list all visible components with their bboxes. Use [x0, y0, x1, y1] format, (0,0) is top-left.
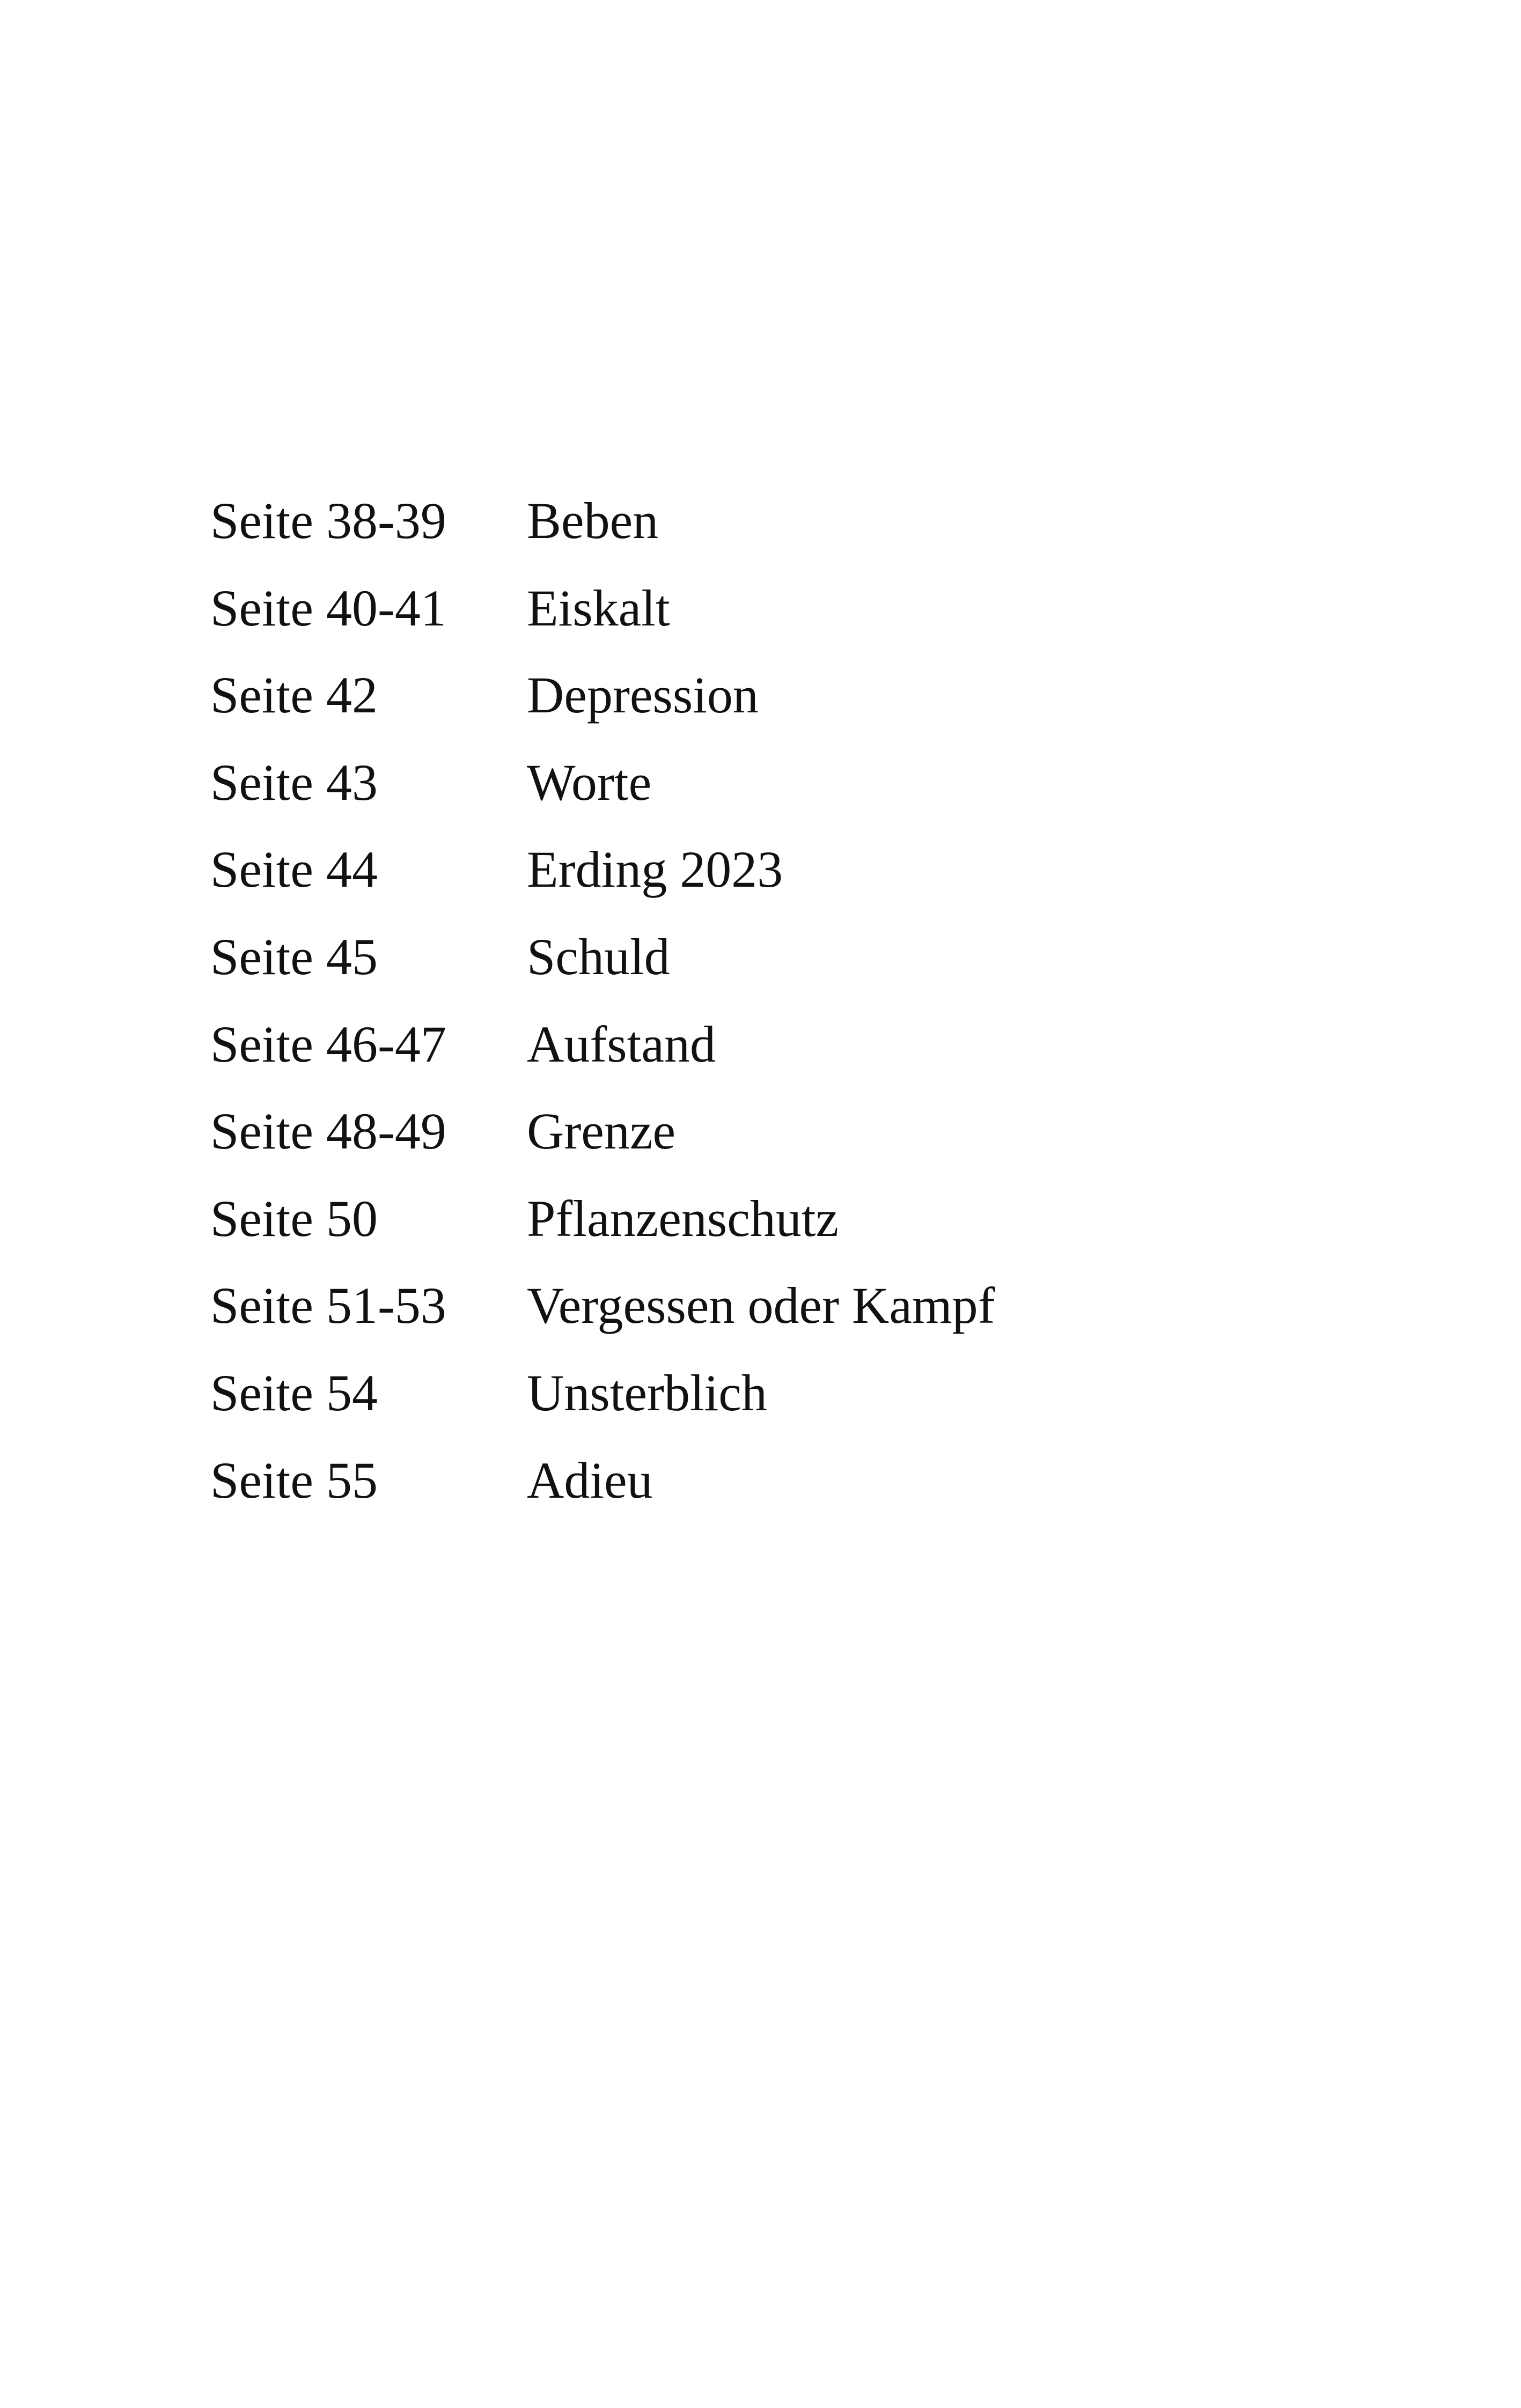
toc-page-range: Seite 55	[210, 1451, 378, 1509]
toc-title: Erding 2023	[527, 841, 783, 899]
toc-title: Vergessen oder Kampf	[527, 1277, 995, 1335]
toc-entry	[210, 477, 1391, 565]
toc-entry	[210, 826, 1391, 914]
toc-page-range: Seite 54	[210, 1364, 378, 1422]
toc-page-range: Seite 40-41	[210, 579, 446, 637]
toc-title: Eiskalt	[527, 579, 670, 637]
toc-entry	[210, 1262, 1391, 1350]
toc-entry	[210, 914, 1391, 1001]
toc-page-range: Seite 48-49	[210, 1102, 446, 1160]
toc-title: Beben	[527, 492, 659, 549]
toc-page-range: Seite 51-53	[210, 1277, 446, 1335]
toc-page-range: Seite 42	[210, 666, 378, 724]
toc-title: Adieu	[527, 1451, 653, 1509]
toc-title: Grenze	[527, 1102, 676, 1160]
toc-entry	[210, 652, 1391, 739]
toc-page-range: Seite 45	[210, 927, 378, 985]
toc-title: Depression	[527, 666, 759, 724]
toc-page-range: Seite 44	[210, 841, 378, 899]
toc-entry	[210, 1437, 1391, 1525]
toc-page-range: Seite 50	[210, 1189, 378, 1247]
toc-page-range: Seite 43	[210, 753, 378, 811]
toc-entry	[210, 1001, 1391, 1088]
toc-title: Worte	[527, 753, 652, 811]
toc-title: Pflanzenschutz	[527, 1189, 839, 1247]
table-of-contents	[210, 477, 1391, 1524]
toc-entry	[210, 1088, 1391, 1175]
toc-page-range: Seite 38-39	[210, 492, 446, 549]
toc-title: Unsterblich	[527, 1364, 767, 1422]
toc-entry	[210, 739, 1391, 827]
toc-entry	[210, 565, 1391, 652]
toc-title: Schuld	[527, 927, 670, 985]
toc-title: Aufstand	[527, 1015, 716, 1073]
toc-page-range: Seite 46-47	[210, 1015, 446, 1073]
toc-entry	[210, 1175, 1391, 1263]
toc-entry	[210, 1350, 1391, 1437]
